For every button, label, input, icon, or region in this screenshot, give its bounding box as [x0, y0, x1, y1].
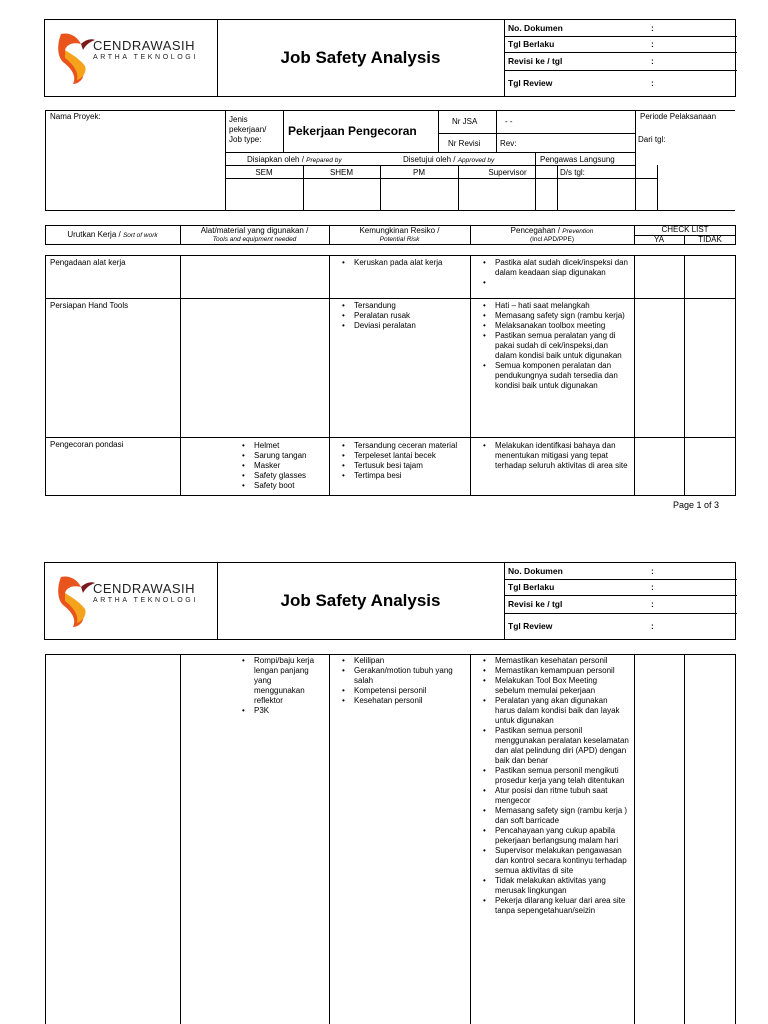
- meta-row-tgl-berlaku: Tgl Berlaku :: [504, 579, 737, 596]
- tools-cell: • Helmet • Sarung tangan • Masker • Safety glasses • Safety boot: [238, 441, 326, 491]
- jenis-pekerjaan-value: Pekerjaan Pengecoran: [288, 124, 417, 138]
- col-ya: YA: [653, 235, 665, 244]
- dari-tgl-label: Dari tgl:: [638, 135, 666, 144]
- prevention-cell: • Pastika alat sudah dicek/inspeksi dan dalam keadaan siap digunakan •: [479, 258, 631, 288]
- meta-row-revisi: Revisi ke / tgl :: [504, 52, 737, 71]
- prevention-cell: • Melakukan identifkasi bahaya dan menentukan mitigasi yang tepat terhadap seluruh aktivitas di area site: [479, 441, 629, 471]
- periode-label: Periode Pelaksanaan: [640, 112, 717, 121]
- prevention-cell: • Hati – hati saat melangkah • Memasang safety sign (rambu kerja) • Melaksanakan toolbox meeting • Pastikan semua peralatan yang di pakai sudah di cek/inspeksi,dan dalam kondisi baik untuk digunakan • Semua komponen peralatan dan pendukungnya sudah tersedia dan kondisi baik untuk digunakan: [479, 301, 629, 391]
- logo-sub-text: ARTHA TEKNOLOGI: [93, 54, 198, 61]
- document-header: [44, 19, 736, 97]
- logo-main-text: CENDRAWASIH: [93, 38, 196, 53]
- pm-label: PM: [413, 168, 425, 177]
- rev-label: Rev:: [500, 139, 517, 148]
- prevention-cell: • Memastikan kesehatan personil • Memastikan kemampuan personil • Melakukan Tool Box Meeting sebelum memulai pekerjaan • Peralatan yang akan digunakan harus dalam kondisi baik dan layak untuk digunakan • Pastikan semua personil menggunakan peralatan keselamatan dan alat pelindung diri (APD) dengan baik dan benar • Pastikan semua personil mengikuti prosedur kerja yang telah ditentukan • Atur posisi dan ritme tubuh saat mengecor • Memasang safety sign (rambu kerja ) dan soft barricade • Pencahayaan yang cukup apabila pekerjaan berlangsung malam hari • Supervisor melakukan pengawasan dan kontrol secara kontinyu terhadap semua aktivitas di site • Tidak melakukan aktivitas yang merusak lingkungan • Pekerja dilarang keluar dari area site tanpa sepengetahuan/seizin: [479, 656, 629, 1024]
- col-pencegahan: Pencegahan / Prevention (Incl APD/PPE): [510, 226, 594, 244]
- task-cell: Pengecoran pondasi: [50, 440, 124, 449]
- disetujui-label: Disetujui oleh / Approved by: [403, 155, 495, 164]
- meta-row-no-dokumen: No. Dokumen :: [504, 20, 737, 37]
- document-title: Job Safety Analysis: [217, 20, 505, 96]
- risk-cell: • Tersandung • Peralatan rusak • Deviasi peralatan: [338, 301, 466, 331]
- shem-label: SHEM: [329, 168, 354, 177]
- tools-cell: • Rompi/baju kerja lengan panjang yang menggunakan reflektor • P3K: [238, 656, 324, 716]
- disiapkan-label: Disiapkan oleh / Prepared by: [247, 155, 342, 164]
- meta-row-revisi: Revisi ke / tgl :: [504, 595, 737, 614]
- meta-row-no-dokumen: No. Dokumen :: [504, 563, 737, 580]
- company-logo: [45, 563, 218, 639]
- nama-proyek-label: Nama Proyek:: [50, 112, 101, 121]
- risk-cell: • Kelilipan • Gerakan/motion tubuh yang salah • Kompetensi personil • Kesehatan personil: [338, 656, 466, 706]
- page-number: Page 1 of 3: [673, 500, 720, 510]
- document-title: Job Safety Analysis: [217, 563, 505, 639]
- sem-label: SEM: [255, 168, 273, 177]
- bird-logo-icon: [55, 28, 95, 86]
- col-urutan-kerja: Urutkan Kerja / Sort of work: [67, 230, 158, 239]
- ds-tgl-label: D/s tgl:: [560, 168, 585, 177]
- meta-row-tgl-review: Tgl Review :: [508, 77, 654, 88]
- task-cell: Pengadaan alat kerja: [50, 258, 126, 267]
- task-cell: Persiapan Hand Tools: [50, 301, 129, 310]
- risk-cell: • Keruskan pada alat kerja: [338, 258, 466, 268]
- col-kemungkinan-resiko: Kemungkinan Resiko / Potential Risk: [359, 226, 440, 243]
- col-check-list: CHECK LIST: [661, 225, 709, 234]
- jenis-pekerjaan-label: Jenis pekerjaan/ Job type:: [229, 115, 267, 144]
- meta-row-tgl-berlaku: Tgl Berlaku :: [504, 36, 737, 53]
- logo-main-text: CENDRAWASIH: [93, 581, 196, 596]
- bird-logo-icon: [55, 571, 95, 629]
- col-alat-material: Alat/material yang digunakan / Tools and equipment needed: [200, 226, 309, 243]
- company-logo: [45, 20, 218, 96]
- nr-revisi-label: Nr Revisi: [448, 139, 481, 148]
- supervisor-label: Supervisor: [488, 168, 527, 177]
- risk-cell: • Tersandung ceceran material • Terpeleset lantai becek • Tertusuk besi tajam • Tertimpa besi: [338, 441, 468, 481]
- document-header-page2: [44, 562, 736, 640]
- nr-jsa-value: - -: [505, 117, 513, 126]
- nr-jsa-label: Nr JSA: [452, 117, 478, 126]
- logo-sub-text: ARTHA TEKNOLOGI: [93, 597, 198, 604]
- meta-row-tgl-review: Tgl Review :: [508, 620, 654, 631]
- pengawas-label: Pengawas Langsung: [540, 155, 615, 164]
- col-tidak: TIDAK: [698, 235, 722, 244]
